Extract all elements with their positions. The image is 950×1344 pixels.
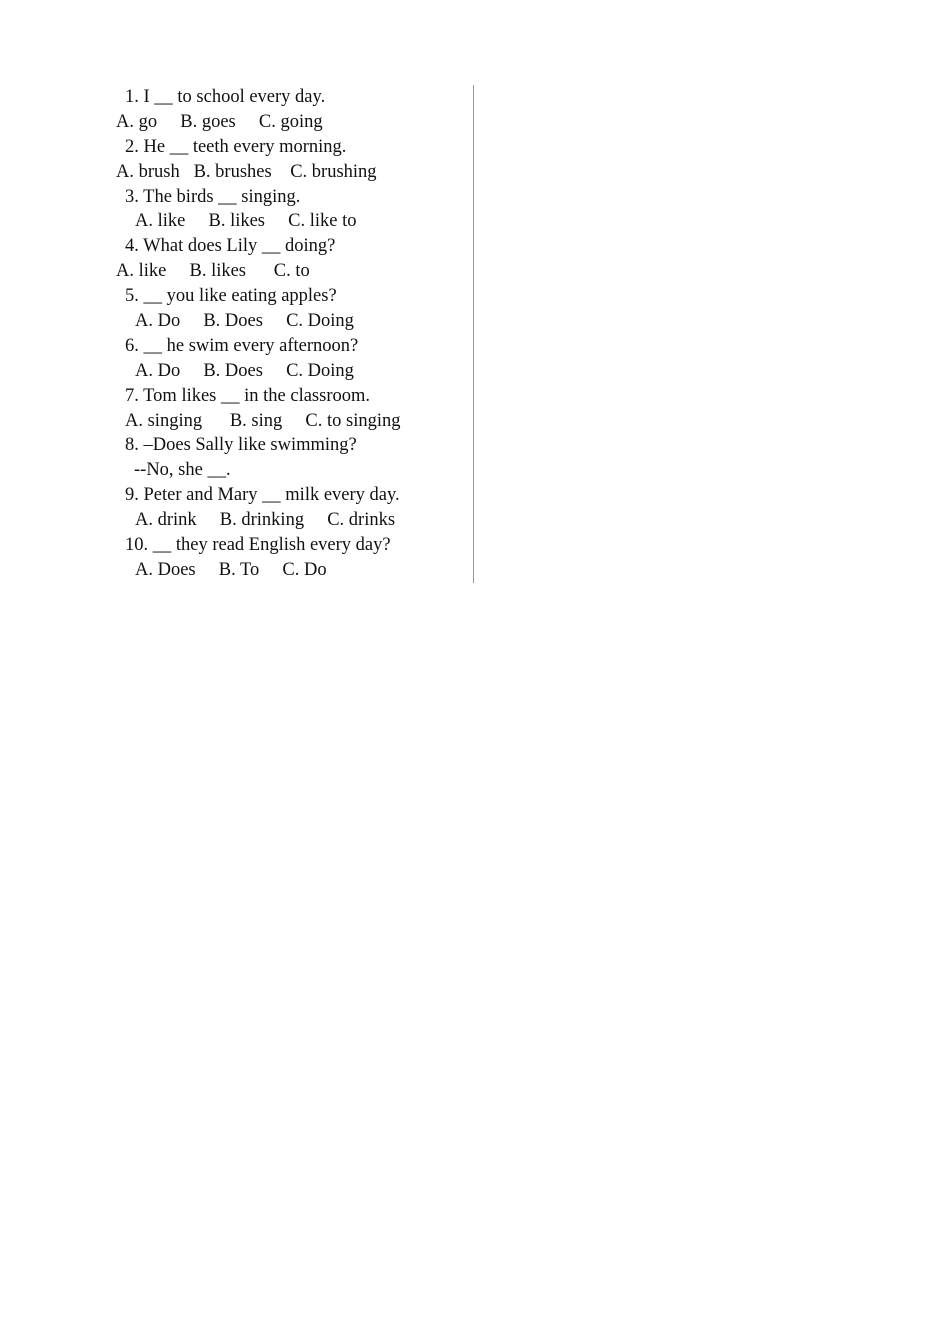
- question-4: 4. What does Lily __ doing?: [125, 236, 336, 257]
- options-2: A. brush B. brushes C. brushing: [116, 161, 377, 182]
- question-8: 8. –Does Sally like swimming?: [125, 435, 357, 456]
- question-10: 10. __ they read English every day?: [125, 535, 391, 556]
- question-column: [100, 85, 470, 583]
- question-2: 2. He __ teeth every morning.: [125, 136, 347, 157]
- options-6: A. Do B. Does C. Doing: [135, 360, 354, 381]
- answer-8: --No, she __.: [134, 460, 231, 481]
- question-5: 5. __ you like eating apples?: [125, 286, 337, 307]
- options-5: A. Do B. Does C. Doing: [135, 311, 354, 332]
- options-3: A. like B. likes C. like to: [135, 211, 357, 232]
- options-10: A. Does B. To C. Do: [135, 559, 327, 580]
- options-7: A. singing B. sing C. to singing: [125, 410, 401, 431]
- options-9: A. drink B. drinking C. drinks: [135, 510, 396, 531]
- options-4: A. like B. likes C. to: [116, 261, 310, 282]
- question-9: 9. Peter and Mary __ milk every day.: [125, 485, 400, 506]
- options-1: A. go B. goes C. going: [116, 111, 323, 132]
- question-3: 3. The birds __ singing.: [125, 186, 301, 207]
- question-1: 1. I __ to school every day.: [125, 87, 326, 107]
- question-7: 7. Tom likes __ in the classroom.: [125, 385, 371, 406]
- question-6: 6. __ he swim every afternoon?: [125, 335, 359, 356]
- column-divider: [473, 85, 474, 583]
